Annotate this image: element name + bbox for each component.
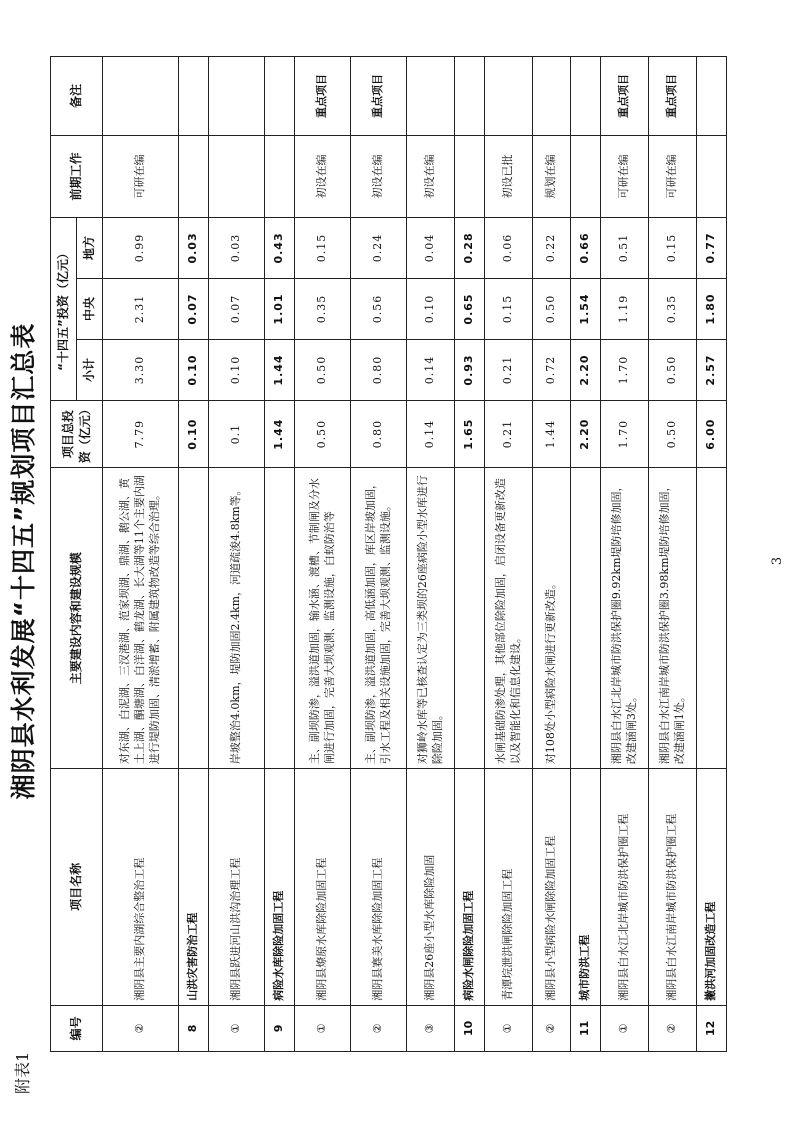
row-stage: 初设在编: [351, 135, 407, 217]
row-local: 0.51: [601, 217, 649, 278]
row-no: ②: [533, 1005, 571, 1051]
row-stage: [571, 135, 601, 217]
row-name: 湘阴县赛美水库除险加固工程: [351, 769, 407, 1006]
row-local: 0.22: [533, 217, 571, 278]
row-name: 病险水库除险加固工程: [265, 769, 295, 1006]
row-subtotal: 1.44: [265, 339, 295, 400]
row-no: 9: [265, 1005, 295, 1051]
row-local: 0.24: [351, 217, 407, 278]
row-total: 2.20: [571, 400, 601, 467]
table-body: [103, 57, 727, 1052]
row-content: 对狮岭水库等已核查认定为三类坝的26座病险小型水库进行除险加固。: [407, 468, 455, 769]
header-name: 项目名称: [51, 769, 103, 1006]
row-no: 12: [697, 1005, 727, 1051]
row-stage: [179, 135, 209, 217]
table-row: [533, 57, 571, 1052]
row-total: 0.50: [295, 400, 351, 467]
row-subtotal: 0.50: [295, 339, 351, 400]
row-central: 0.56: [351, 278, 407, 339]
row-note: [265, 57, 295, 136]
row-content: 湘阴县白水江南岸城市防洪保护圈3.98km堤防培修加固，改建涵闸1处。: [649, 468, 697, 769]
section-row: [265, 57, 295, 1052]
row-stage: 可研在编: [601, 135, 649, 217]
row-central: 0.07: [179, 278, 209, 339]
row-content: 主、副坝防渗，溢洪道加固，高低涵加固，库区岸坡加固，引水工程及相关设施加固，完善大坝观测、监测设施。: [351, 468, 407, 769]
row-name: 湘阴县白水江南岸城市防洪保护圈工程: [649, 769, 697, 1006]
page-number: 3: [770, 556, 785, 566]
row-total: 0.10: [179, 400, 209, 467]
header-subtotal: 小计: [77, 339, 103, 400]
row-stage: 规划在编: [533, 135, 571, 217]
row-note: 重点项目: [351, 57, 407, 136]
row-central: 0.07: [209, 278, 265, 339]
row-central: 0.65: [455, 278, 485, 339]
row-total: 1.70: [601, 400, 649, 467]
row-name: 病险水闸除险加固工程: [455, 769, 485, 1006]
row-note: [697, 57, 727, 136]
row-local: 0.04: [407, 217, 455, 278]
row-note: [455, 57, 485, 136]
table-row: [649, 57, 697, 1052]
row-stage: [455, 135, 485, 217]
row-no: ②: [649, 1005, 697, 1051]
section-row: [571, 57, 601, 1052]
row-subtotal: 1.70: [601, 339, 649, 400]
header-no: 编号: [51, 1005, 103, 1051]
row-name: 青潭垸泄洪闸除险加固工程: [485, 769, 533, 1006]
table-row: [407, 57, 455, 1052]
row-content: [455, 468, 485, 769]
header-stage: 前期工作: [51, 135, 103, 217]
row-content: 主、副坝防渗，溢洪道加固，输水涵、渡槽、节制闸及分水闸进行加固，完善大坝观测、监测设施，白蚁防治等: [295, 468, 351, 769]
row-no: ②: [103, 1005, 179, 1051]
row-subtotal: 0.93: [455, 339, 485, 400]
row-note: 重点项目: [601, 57, 649, 136]
row-stage: 初设已批: [485, 135, 533, 217]
row-stage: [697, 135, 727, 217]
table-row: [295, 57, 351, 1052]
project-summary-table: [50, 56, 727, 1052]
row-content: 岸坡整治4.0km，堤防加固2.4km，河道疏浚4.8km等。: [209, 468, 265, 769]
row-local: 0.03: [209, 217, 265, 278]
row-note: [571, 57, 601, 136]
row-central: 1.54: [571, 278, 601, 339]
row-subtotal: 0.50: [649, 339, 697, 400]
row-local: 0.77: [697, 217, 727, 278]
row-note: 重点项目: [649, 57, 697, 136]
row-no: ①: [485, 1005, 533, 1051]
row-central: 0.15: [485, 278, 533, 339]
row-content: 对东湖、白泥湖、三汊港湖、范家坝湖、鼎湖、鹅公湖、黄土上湖、酮塘湖、白洋湖、鹤龙湖、长大湖等11个主要内湖进行堤防加固、清淤增蓄、附属建筑物改造等综合治理。: [103, 468, 179, 769]
row-total: 0.14: [407, 400, 455, 467]
row-no: ①: [601, 1005, 649, 1051]
row-subtotal: 0.14: [407, 339, 455, 400]
row-name: 撇洪河加固改造工程: [697, 769, 727, 1006]
row-central: 0.50: [533, 278, 571, 339]
row-subtotal: 0.72: [533, 339, 571, 400]
row-content: [265, 468, 295, 769]
row-content: [179, 468, 209, 769]
row-subtotal: 0.10: [209, 339, 265, 400]
row-central: 0.35: [295, 278, 351, 339]
row-note: [179, 57, 209, 136]
row-subtotal: 2.57: [697, 339, 727, 400]
header-note: 备注: [51, 57, 103, 136]
row-local: 0.66: [571, 217, 601, 278]
row-stage: 初设在编: [295, 135, 351, 217]
row-note: [103, 57, 179, 136]
row-total: 0.50: [649, 400, 697, 467]
row-stage: 可研在编: [649, 135, 697, 217]
row-local: 0.43: [265, 217, 295, 278]
row-local: 0.06: [485, 217, 533, 278]
row-local: 0.03: [179, 217, 209, 278]
row-subtotal: 0.10: [179, 339, 209, 400]
row-no: ①: [209, 1005, 265, 1051]
row-name: 湘阴县跃进河山洪沟治理工程: [209, 769, 265, 1006]
row-no: ③: [407, 1005, 455, 1051]
row-central: 1.01: [265, 278, 295, 339]
row-content: 水闸基础防渗处理，其他部位除险加固，启闭设备更新改造以及智能化和信息化建设。: [485, 468, 533, 769]
row-central: 0.35: [649, 278, 697, 339]
row-content: 湘阴县白水江北岸城市防洪保护圈9.92km堤防培修加固，改建涵闸3处。: [601, 468, 649, 769]
row-central: 1.80: [697, 278, 727, 339]
section-row: [455, 57, 485, 1052]
row-total: 1.44: [533, 400, 571, 467]
table-row: [103, 57, 179, 1052]
row-name: 湘阴县26座小型水库除险加固: [407, 769, 455, 1006]
row-note: [209, 57, 265, 136]
row-local: 0.15: [295, 217, 351, 278]
row-content: [697, 468, 727, 769]
row-total: 0.21: [485, 400, 533, 467]
row-no: 8: [179, 1005, 209, 1051]
row-name: 城市防洪工程: [571, 769, 601, 1006]
section-row: [179, 57, 209, 1052]
row-subtotal: 0.21: [485, 339, 533, 400]
table-row: [485, 57, 533, 1052]
row-name: 湘阴县小型病险水闸除险加固工程: [533, 769, 571, 1006]
row-content: 对108处小型病险水闸进行更新改造。: [533, 468, 571, 769]
header-content: 主要建设内容和建设规模: [51, 468, 103, 769]
row-subtotal: 3.30: [103, 339, 179, 400]
row-stage: 可研在编: [103, 135, 179, 217]
row-local: 0.15: [649, 217, 697, 278]
row-central: 1.19: [601, 278, 649, 339]
row-local: 0.28: [455, 217, 485, 278]
header-central: 中央: [77, 278, 103, 339]
row-stage: [265, 135, 295, 217]
row-subtotal: 0.80: [351, 339, 407, 400]
row-stage: 初设在编: [407, 135, 455, 217]
header-total: 项目总投资（亿元）: [51, 400, 103, 467]
row-total: 1.44: [265, 400, 295, 467]
row-note: [533, 57, 571, 136]
row-note: [407, 57, 455, 136]
row-total: 6.00: [697, 400, 727, 467]
header-local: 地方: [77, 217, 103, 278]
row-name: 湘阴县白水江北岸城市防洪保护圈工程: [601, 769, 649, 1006]
row-note: 重点项目: [295, 57, 351, 136]
table-row: [601, 57, 649, 1052]
row-no: ②: [351, 1005, 407, 1051]
row-name: 湘阴县燎原水库除险加固工程: [295, 769, 351, 1006]
row-no: 11: [571, 1005, 601, 1051]
row-central: 2.31: [103, 278, 179, 339]
page-title: 湘阴县水利发展“十四五”规划项目汇总表: [9, 322, 38, 800]
row-total: 7.79: [103, 400, 179, 467]
row-content: [571, 468, 601, 769]
appendix-label: 附表1: [13, 1051, 32, 1094]
row-name: 湘阴县主要内湖综合整治工程: [103, 769, 179, 1006]
row-name: 山洪灾害防治工程: [179, 769, 209, 1006]
row-subtotal: 2.20: [571, 339, 601, 400]
row-no: 10: [455, 1005, 485, 1051]
header-invest-group: “十四五”投资（亿元）: [51, 217, 77, 400]
row-total: 1.65: [455, 400, 485, 467]
row-note: [485, 57, 533, 136]
row-total: 0.80: [351, 400, 407, 467]
row-no: ①: [295, 1005, 351, 1051]
row-total: 0.1: [209, 400, 265, 467]
row-central: 0.10: [407, 278, 455, 339]
table-row: [351, 57, 407, 1052]
row-stage: [209, 135, 265, 217]
table-row: [209, 57, 265, 1052]
row-local: 0.99: [103, 217, 179, 278]
section-row: [697, 57, 727, 1052]
